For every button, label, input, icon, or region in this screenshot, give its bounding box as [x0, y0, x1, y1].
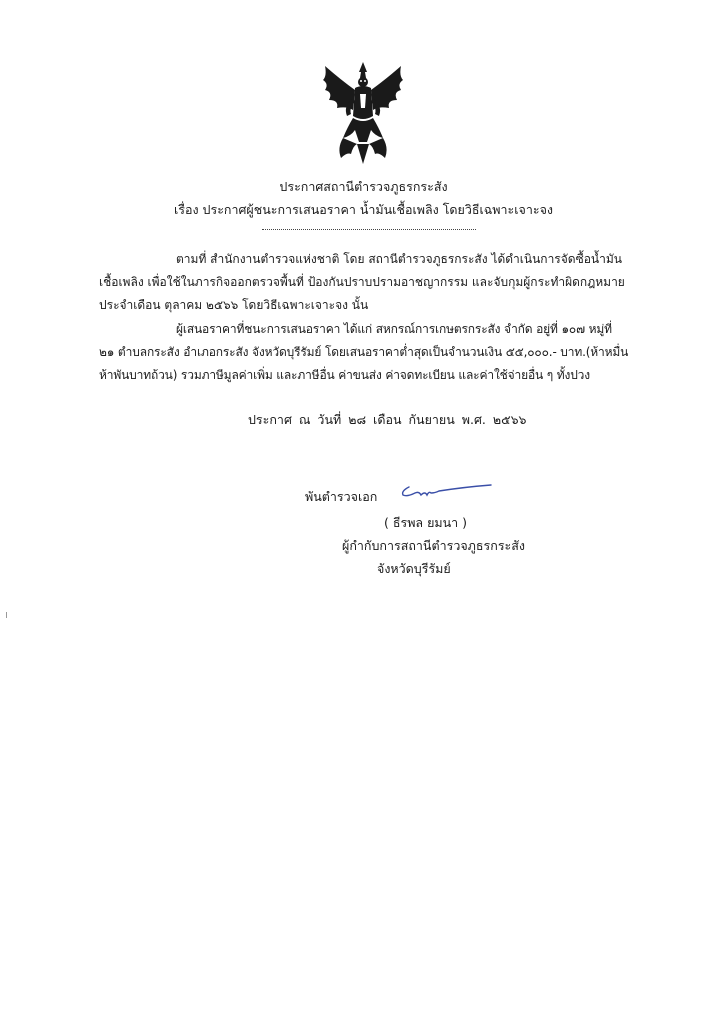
signer-province: จังหวัดบุรีรัมย์: [377, 561, 451, 576]
scan-edge-mark: [6, 612, 7, 618]
paragraph-line: เชื้อเพลิง เพื่อใช้ในภารกิจออกตรวจพื้นที่ ป้องกันปราบปรามอาชญากรรม และจับกุมผู้กระทำผิดกฎหมาย: [99, 275, 625, 289]
paragraph-procurement: [99, 248, 644, 317]
paragraph-line: ประจำเดือน ตุลาคม ๒๕๖๖ โดยวิธีเฉพาะเจาะจง นั้น: [99, 298, 369, 312]
announcement-subject: เรื่อง ประกาศผู้ชนะการเสนอราคา น้ำมันเชื้อเพลิง โดยวิธีเฉพาะเจาะจง: [173, 202, 554, 217]
signer-rank: พันตำรวจเอก: [305, 489, 378, 504]
handwritten-signature-icon: [395, 473, 495, 503]
paragraph-line: ๒๑ ตำบลกระสัง อำเภอกระสัง จังหวัดบุรีรัมย์ โดยเสนอราคาต่ำสุดเป็นจำนวนเงิน ๕๕,๐๐๐.- บาท.(ห้าหมื่น: [99, 345, 629, 359]
announcement-date: ประกาศ ณ วันที่ ๒๘ เดือน กันยายน พ.ศ. ๒๕๖๖: [248, 412, 527, 427]
paragraph-line: ผู้เสนอราคาที่ชนะการเสนอราคา ได้แก่ สหกรณ์การเกษตรกระสัง จำกัด อยู่ที่ ๑๐๗ หมู่ที่: [176, 322, 612, 336]
signer-position: ผู้กำกับการสถานีตำรวจภูธรกระสัง: [342, 538, 525, 553]
announcement-title: ประกาศสถานีตำรวจภูธรกระสัง: [279, 179, 448, 194]
paragraph-line: ห้าพันบาทถ้วน) รวมภาษีมูลค่าเพิ่ม และภาษีอื่น ค่าขนส่ง ค่าจดทะเบียน และค่าใช้จ่ายอื่น ๆ ทั้งปวง: [99, 368, 590, 382]
dotted-divider: [262, 229, 476, 230]
paragraph-winner: [99, 318, 644, 387]
garuda-emblem-icon: [313, 58, 413, 168]
paragraph-line: ตามที่ สำนักงานตำรวจแห่งชาติ โดย สถานีตำรวจภูธรกระสัง ได้ดำเนินการจัดซื้อน้ำมัน: [176, 252, 622, 266]
signer-name: ( ธีรพล ยมนา ): [384, 515, 468, 530]
